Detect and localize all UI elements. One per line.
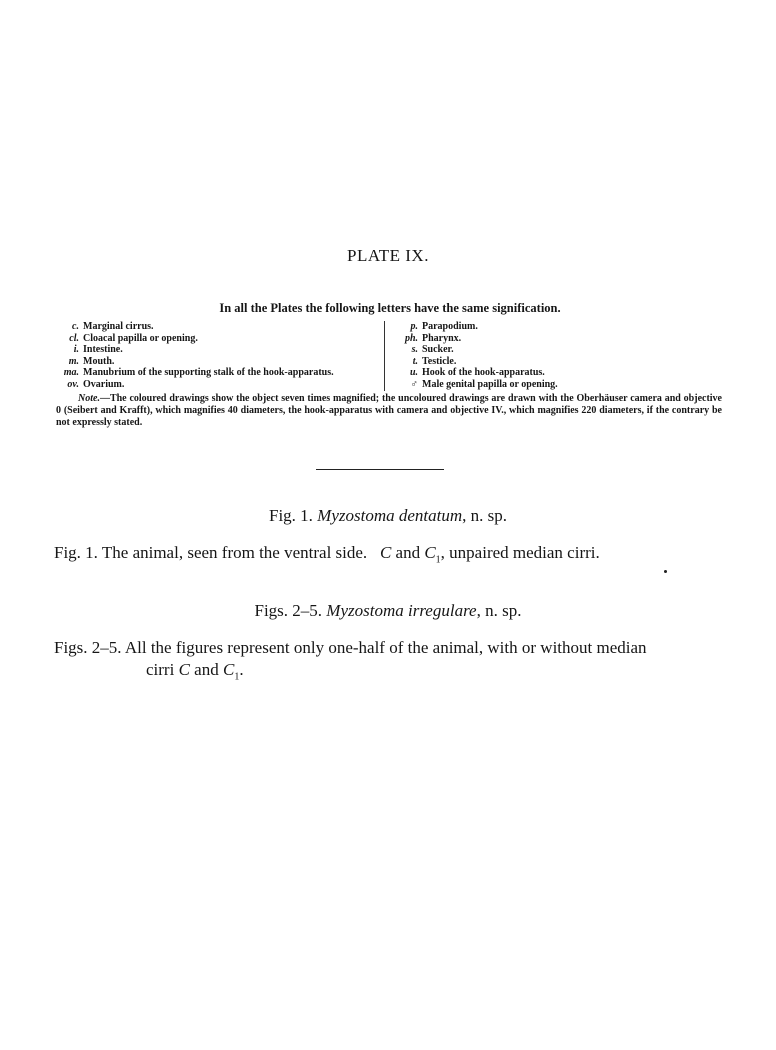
- cirri-c1-subscript: 1: [234, 671, 240, 683]
- legend-item-testicle: [385, 356, 715, 368]
- legend-abbr: s.: [411, 344, 418, 356]
- legend-meaning: Parapodium.: [422, 321, 478, 332]
- legend-item-male-genital-papilla: [385, 379, 715, 391]
- legend-right-column: [384, 321, 715, 391]
- print-speck: [664, 570, 667, 573]
- legend-abbr: u.: [409, 367, 418, 379]
- note-paragraph: [56, 393, 722, 429]
- legend-meaning: Pharynx.: [422, 332, 462, 344]
- legend-abbr: t.: [412, 355, 418, 367]
- cirri-c: C: [178, 660, 190, 679]
- legend-abbr: p.: [410, 321, 418, 332]
- legend-item-intestine: [46, 344, 382, 356]
- legend-meaning: Testicle.: [422, 355, 457, 367]
- legend-item-pharynx: [385, 333, 715, 345]
- legend-abbr: ph.: [404, 332, 418, 344]
- figure-heading-prefix: Figs. 2–5.: [254, 601, 323, 620]
- cirri-c: C: [379, 543, 392, 562]
- legend-meaning: Hook of the hook-apparatus.: [422, 367, 545, 379]
- caption-line2-prefix: cirri: [146, 660, 175, 679]
- legend-item-hook: [385, 367, 715, 379]
- caption-prefix: Figs. 2–5.: [54, 638, 122, 657]
- legend-meaning: Ovarium.: [83, 378, 125, 390]
- legend-abbr: ma.: [63, 367, 79, 379]
- legend-abbr: cl.: [69, 332, 79, 344]
- figure-2-5-caption-line-2: [146, 660, 244, 682]
- male-symbol-icon: ♂: [410, 378, 418, 390]
- cirri-c1-subscript: 1: [435, 554, 441, 566]
- legend-meaning: Male genital papilla or opening.: [422, 378, 558, 390]
- note-label: Note.: [78, 393, 100, 404]
- and-word: and: [194, 660, 219, 679]
- legend-meaning: Cloacal papilla or opening.: [83, 332, 198, 344]
- cirri-c1: C: [222, 660, 235, 679]
- legend-meaning: Marginal cirrus.: [83, 321, 154, 332]
- legend-item-manubrium: [46, 367, 382, 379]
- species-name: Myzostoma dentatum: [317, 506, 463, 525]
- species-name: Myzostoma irregulare: [326, 601, 477, 620]
- section-divider: [316, 469, 444, 470]
- and-word: and: [395, 543, 421, 562]
- legend-meaning: Sucker.: [422, 344, 454, 356]
- figure-1-heading: [0, 506, 776, 526]
- figure-2-5-heading: [0, 601, 776, 621]
- legend-abbr: ov.: [67, 378, 79, 390]
- caption-text: All the figures represent only one-half of the animal, with or without median: [124, 638, 647, 657]
- legend-abbr: c.: [72, 321, 79, 332]
- legend-abbr: m.: [68, 355, 79, 367]
- legend-meaning: Mouth.: [83, 355, 115, 367]
- figure-heading-suffix: , n. sp.: [476, 601, 522, 620]
- caption-tail: .: [239, 660, 244, 679]
- note-text: —The coloured drawings show the object seven times magnified; the uncoloured drawings are drawn with the Oberhäuser camera and objective 0 (Seibert and Krafft), which magnifies 40 diameters, the hook-apparatus with camera and objective IV., which magnifies 220 diameters, if the contrary be not expressly stated.: [56, 393, 722, 428]
- legend-item-marginal-cirrus: [46, 321, 382, 333]
- legend-left-column: [46, 321, 382, 391]
- legend-item-parapodium: [385, 321, 715, 333]
- legend-abbr: i.: [73, 344, 79, 356]
- legend-intro: In all the Plates the following letters have the same signification.: [219, 301, 561, 315]
- caption-text: The animal, seen from the ventral side.: [101, 543, 368, 562]
- legend-meaning: Manubrium of the supporting stalk of the hook-apparatus.: [83, 367, 334, 379]
- figure-heading-prefix: Fig. 1.: [268, 506, 313, 525]
- cirri-c1: C: [424, 543, 436, 562]
- legend-item-mouth: [46, 356, 382, 368]
- figure-1-caption: [54, 543, 600, 565]
- figure-2-5-caption-line-1: [54, 638, 647, 658]
- legend-meaning: Intestine.: [83, 344, 123, 356]
- caption-prefix: Fig. 1.: [54, 543, 98, 562]
- legend-item-sucker: [385, 344, 715, 356]
- figure-heading-suffix: , n. sp.: [462, 506, 508, 525]
- plate-title: PLATE IX.: [347, 246, 429, 265]
- legend-item-cloacal-papilla: [46, 333, 382, 345]
- caption-tail: , unpaired median cirri.: [440, 543, 600, 562]
- legend-item-ovarium: [46, 379, 382, 391]
